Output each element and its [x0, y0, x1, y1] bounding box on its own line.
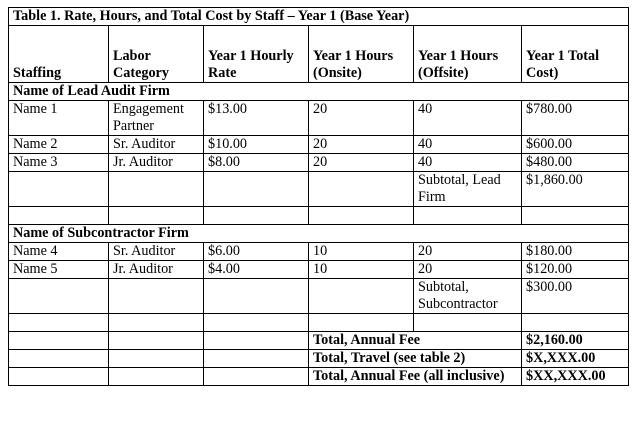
total-all-inclusive-value: $XX,XXX.00 — [522, 368, 629, 386]
header-labor-category: Labor Category — [109, 26, 204, 83]
hours-offsite: 40 — [414, 136, 522, 154]
staff-name: Name 1 — [9, 101, 109, 136]
hours-offsite: 40 — [414, 154, 522, 172]
table-row — [9, 243, 629, 261]
section-subcontractor-firm: Name of Subcontractor Firm — [9, 225, 629, 243]
table-row — [9, 101, 629, 136]
total-all-inclusive-label: Total, Annual Fee (all inclusive) — [309, 368, 522, 386]
total-annual-fee-label: Total, Annual Fee — [309, 332, 522, 350]
header-hourly-rate: Year 1 Hourly Rate — [204, 26, 309, 83]
staff-name: Name 2 — [9, 136, 109, 154]
table-row — [9, 136, 629, 154]
subtotal-label: Subtotal, Subcontractor — [414, 279, 522, 314]
labor-category: Engagement Partner — [109, 101, 204, 136]
total-row — [9, 368, 629, 386]
labor-category: Jr. Auditor — [109, 261, 204, 279]
total-cost: $780.00 — [522, 101, 629, 136]
total-annual-fee-value: $2,160.00 — [522, 332, 629, 350]
total-row — [9, 332, 629, 350]
total-cost: $480.00 — [522, 154, 629, 172]
hourly-rate: $10.00 — [204, 136, 309, 154]
hours-offsite: 20 — [414, 261, 522, 279]
hourly-rate: $6.00 — [204, 243, 309, 261]
table-row — [9, 261, 629, 279]
hours-onsite: 20 — [309, 154, 414, 172]
header-hours-onsite: Year 1 Hours (Onsite) — [309, 26, 414, 83]
subtotal-label: Subtotal, Lead Firm — [414, 172, 522, 207]
subtotal-row — [9, 279, 629, 314]
header-hours-offsite: Year 1 Hours (Offsite) — [414, 26, 522, 83]
section-row — [9, 83, 629, 101]
hourly-rate: $13.00 — [204, 101, 309, 136]
hours-onsite: 10 — [309, 261, 414, 279]
header-staffing: Staffing — [9, 26, 109, 83]
cost-table — [8, 7, 629, 386]
table-title: Table 1. Rate, Hours, and Total Cost by Staff – Year 1 (Base Year) — [9, 8, 629, 26]
hourly-rate: $8.00 — [204, 154, 309, 172]
table-row — [9, 154, 629, 172]
total-cost: $180.00 — [522, 243, 629, 261]
table-caption-row — [9, 8, 629, 26]
subtotal-value: $300.00 — [522, 279, 629, 314]
hourly-rate: $4.00 — [204, 261, 309, 279]
total-travel-value: $X,XXX.00 — [522, 350, 629, 368]
total-travel-label: Total, Travel (see table 2) — [309, 350, 522, 368]
staff-name: Name 4 — [9, 243, 109, 261]
blank-row — [9, 314, 629, 332]
hours-offsite: 40 — [414, 101, 522, 136]
total-row — [9, 350, 629, 368]
staff-name: Name 3 — [9, 154, 109, 172]
staff-name: Name 5 — [9, 261, 109, 279]
section-lead-firm: Name of Lead Audit Firm — [9, 83, 629, 101]
subtotal-row — [9, 172, 629, 207]
hours-onsite: 10 — [309, 243, 414, 261]
total-cost: $600.00 — [522, 136, 629, 154]
subtotal-value: $1,860.00 — [522, 172, 629, 207]
header-row — [9, 26, 629, 83]
hours-onsite: 20 — [309, 101, 414, 136]
labor-category: Jr. Auditor — [109, 154, 204, 172]
hours-onsite: 20 — [309, 136, 414, 154]
header-total-cost: Year 1 Total Cost) — [522, 26, 629, 83]
total-cost: $120.00 — [522, 261, 629, 279]
blank-row — [9, 207, 629, 225]
labor-category: Sr. Auditor — [109, 136, 204, 154]
section-row — [9, 225, 629, 243]
hours-offsite: 20 — [414, 243, 522, 261]
labor-category: Sr. Auditor — [109, 243, 204, 261]
